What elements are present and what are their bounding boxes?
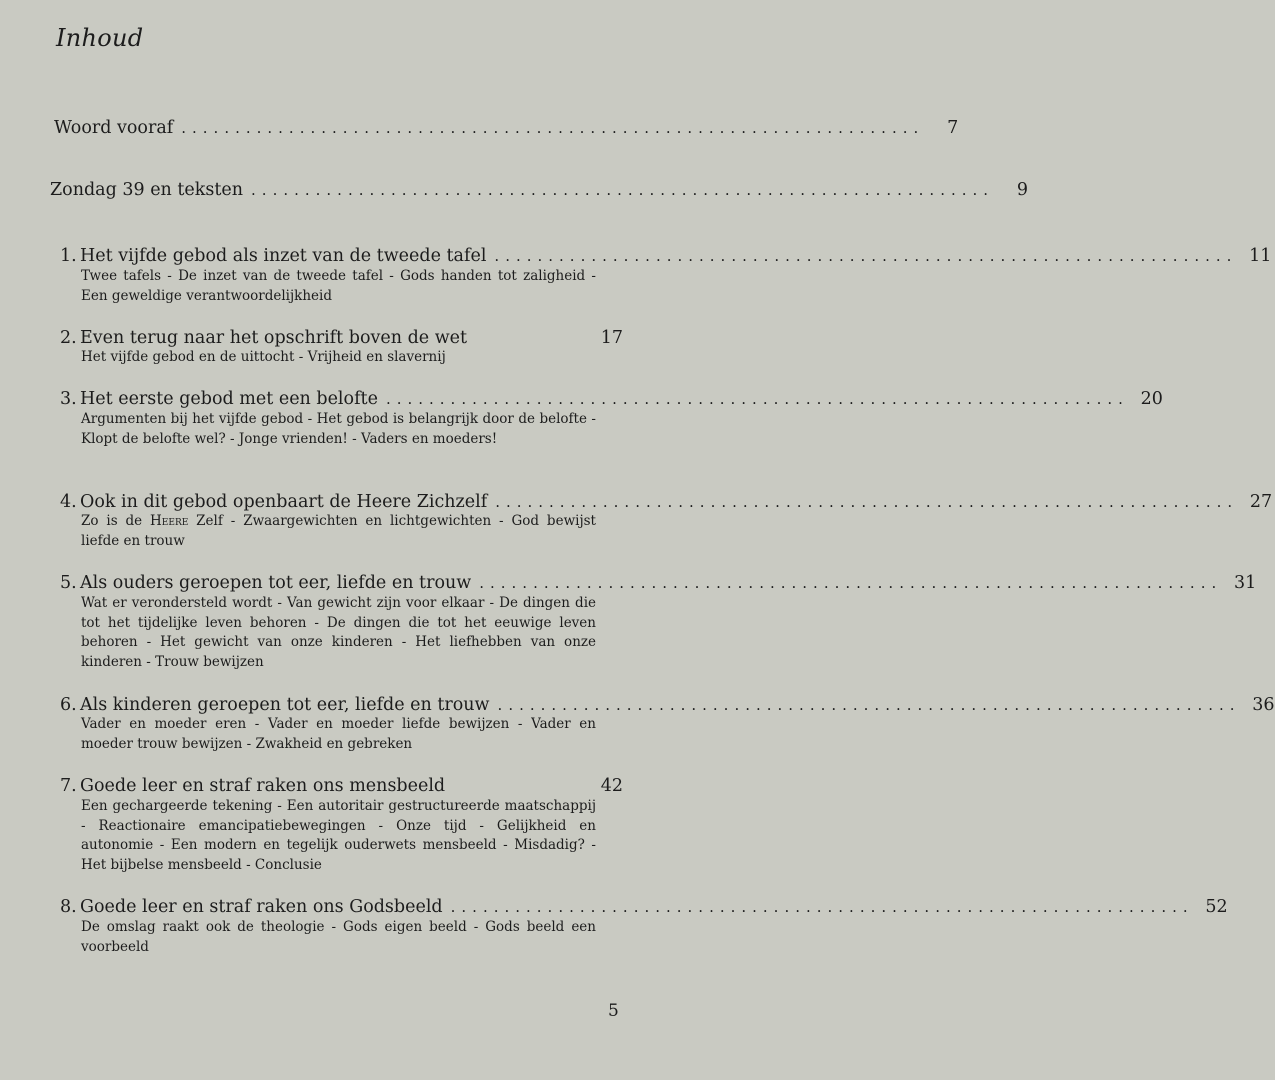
chapter-4-subtopics: [81, 512, 596, 551]
subtopic-smallcaps: Heere: [150, 513, 189, 529]
toc-chapter-1: [60, 246, 1272, 266]
toc-chapter-4: [60, 492, 1273, 512]
chapter-7-subtopics: Een gechargeerde tekening - Een autoritair gestructureerde maatschappij - Reactionaire emancipatiebewegingen - Onze tijd - Gelijkheid en autonomie - Een modern en tegelijk ouderwets mensbeeld - Misdadig? - Het bijbelse mensbeeld - Conclusie: [81, 798, 596, 873]
chapter-page: 27: [1249, 492, 1273, 512]
chapter-number: 6.: [60, 695, 77, 715]
leader-dots: .....................................................................: [385, 390, 1129, 408]
subtopic-text: Zelf - Zwaargewichten en lichtgewichten - God bewijst liefde en trouw: [81, 513, 596, 549]
chapter-page: 11: [1249, 246, 1272, 266]
chapter-number: 4.: [60, 492, 77, 512]
chapter-title: Als ouders geroepen tot eer, liefde en trouw: [80, 573, 472, 593]
chapter-number: 1.: [60, 246, 77, 266]
chapter-page: 17: [600, 328, 623, 348]
leader-dots: .....................................................................: [497, 696, 1241, 714]
leader-dots: .....................................................................: [495, 493, 1239, 511]
chapter-number: 3.: [60, 389, 77, 409]
chapter-number: 7.: [60, 776, 77, 796]
chapter-page: 52: [1205, 897, 1228, 917]
toc-chapter-7: [60, 776, 623, 796]
chapter-title: Ook in dit gebod openbaart de Heere Zichzelf: [80, 492, 488, 512]
chapter-page: 20: [1140, 389, 1163, 409]
leader-dots: .....................................................................: [251, 181, 995, 199]
chapter-title: Goede leer en straf raken ons mensbeeld: [80, 776, 446, 796]
chapter-number: 5.: [60, 573, 77, 593]
toc-chapter-3: [60, 389, 1163, 409]
toc-entry-zondag-39: [50, 180, 1029, 200]
toc-chapter-8: [60, 897, 1228, 917]
chapter-3-subtopics: Argumenten bij het vijfde gebod - Het gebod is belangrijk door de belofte - Klopt de belofte wel? - Jonge vrienden! - Vaders en moeders!: [81, 411, 596, 447]
chapter-page: 36: [1252, 695, 1275, 715]
chapter-number: 2.: [60, 328, 77, 348]
chapter-title: Even terug naar het opschrift boven de wet: [80, 328, 468, 348]
page-number: 5: [608, 1001, 619, 1021]
chapter-page: 31: [1233, 573, 1257, 593]
toc-entry-page: 9: [1016, 180, 1029, 200]
chapter-title: Het vijfde gebod als inzet van de tweede tafel: [80, 246, 487, 266]
leader-dots: .....................................................................: [479, 574, 1223, 592]
leader-dots: .....................................................................: [181, 119, 925, 137]
chapter-title: Het eerste gebod met een belofte: [80, 389, 378, 409]
chapter-6-subtopics: Vader en moeder eren - Vader en moeder liefde bewijzen - Vader en moeder trouw bewijzen - Zwakheid en gebreken: [81, 716, 596, 752]
subtopic-text: Zo is de: [81, 513, 151, 529]
leader-dots: .....................................................................: [494, 247, 1238, 265]
leader-dots: .....................................................................: [450, 898, 1194, 916]
toc-chapter-5: [60, 573, 1257, 593]
toc-entry-label: Woord vooraf: [54, 118, 174, 138]
chapter-title: Goede leer en straf raken ons Godsbeeld: [80, 897, 443, 917]
toc-chapter-2: [60, 328, 623, 348]
toc-entry-woord-vooraf: [54, 118, 959, 138]
page-title: Inhoud: [56, 24, 144, 52]
chapter-8-subtopics: De omslag raakt ook de theologie - Gods eigen beeld - Gods beeld een voorbeeld: [81, 919, 596, 955]
chapter-title: Als kinderen geroepen tot eer, liefde en trouw: [80, 695, 490, 715]
chapter-page: 42: [600, 776, 623, 796]
chapter-number: 8.: [60, 897, 77, 917]
toc-chapter-6: [60, 695, 1275, 715]
chapter-5-subtopics: Wat er verondersteld wordt - Van gewicht zijn voor elkaar - De dingen die tot het tijdelijke leven behoren - De dingen die tot het eeuwige leven behoren - Het gewicht van onze kinderen - Het liefhebben van onze kinderen - Trouw bewijzen: [81, 595, 596, 670]
chapter-2-subtopics: Het vijfde gebod en de uittocht - Vrijheid en slavernij: [81, 349, 446, 365]
toc-entry-page: 7: [947, 118, 959, 138]
chapter-1-subtopics: Twee tafels - De inzet van de tweede tafel - Gods handen tot zaligheid - Een geweldige verantwoordelijkheid: [81, 268, 596, 304]
toc-entry-label: Zondag 39 en teksten: [50, 180, 244, 200]
